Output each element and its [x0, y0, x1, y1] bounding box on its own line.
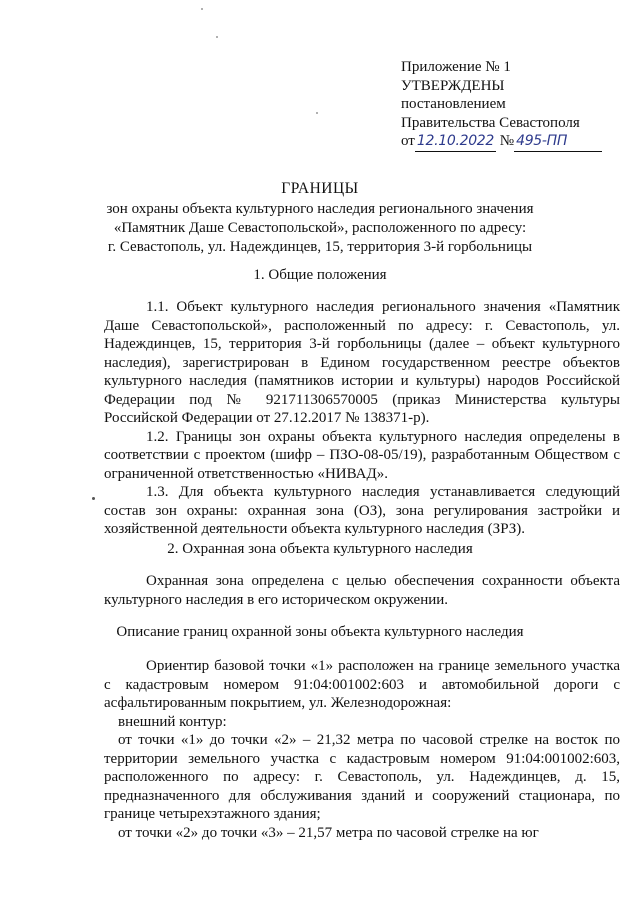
section2-heading: 2. Охранная зона объекта культурного наследия [167, 541, 473, 557]
section1-body [104, 298, 620, 539]
appendix-label: Приложение № 1 [401, 59, 511, 75]
scan-speck [201, 8, 203, 10]
paragraph-2-intro: Охранная зона определена с целью обеспечения сохранности объекта культурного наследия в его историческом окружении. [104, 573, 620, 608]
handwritten-number: 495-ПП [514, 132, 602, 152]
date-prefix: от [401, 133, 415, 149]
document-subtitle [40, 200, 600, 257]
section2-body [104, 657, 620, 842]
section2-intro [104, 572, 620, 609]
section1-heading: 1. Общие положения [253, 267, 387, 283]
subtitle-line: г. Севастополь, ул. Надеждинцев, 15, территория 3-й горбольницы [107, 239, 533, 255]
handwritten-date: 12.10.2022 [415, 132, 496, 152]
resolution-label: постановлением [401, 96, 506, 112]
paragraph-point-2-3: от точки «2» до точки «3» – 21,57 метра по часовой стрелке на юг [118, 824, 539, 841]
document-title: ГРАНИЦЫ [281, 180, 359, 197]
paragraph-outer-contour: внешний контур: [118, 713, 227, 730]
approval-block [401, 58, 621, 152]
paragraph-point-1-2: от точки «1» до точки «2» – 21,32 метра по часовой стрелке на восток по территории земельного участка с кадастровым номером 91:04:001002:603, расположенного по адресу: г. Севастополь, ул. Надеждинцев, д. 15, предназначенного для обслуживания зданий и сооружений стационара, по границе четырехэтажного здания; [104, 732, 620, 822]
paragraph-1-2: 1.2. Границы зон охраны объекта культурного наследия определены в соответствии с проектом (шифр – ПЗО-08-05/19), разработанным Обществом с ограниченной ответственностью «НИВАД». [104, 428, 620, 482]
margin-mark [92, 497, 95, 500]
paragraph-1-3: 1.3. Для объекта культурного наследия устанавливается следующий состав зон охраны: охранная зона (ОЗ), зона регулирования застройки и хозяйственной деятельности объекта культурного наследия (ЗРЗ). [104, 484, 620, 537]
paragraph-base-point: Ориентир базовой точки «1» расположен на границе земельного участка с кадастровым номером 91:04:001002:603 и автомобильной дороги с асфальтированным покрытием, ул. Железнодорожная: [104, 658, 620, 711]
number-prefix: № [499, 133, 515, 149]
date-number-line [401, 132, 621, 152]
boundary-description-heading: Описание границ охранной зоны объекта культурного наследия [116, 624, 524, 640]
government-label: Правительства Севастополя [401, 114, 580, 131]
subtitle-line: зон охраны объекта культурного наследия регионального значения [106, 201, 534, 217]
scan-speck [316, 112, 318, 114]
paragraph-1-1: 1.1. Объект культурного наследия регионального значения «Памятник Даше Севастопольской», расположенный по адресу: г. Севастополь, ул. Надеждинцев, 15, территория 3-й горбольницы (далее – объект культурного наследия), зарегистрирован в Едином государственном реестре объектов культурного наследия (памятников истории и культуры) народов Российской Федерации под № 921711306570005 (приказ Министерства культуры Российской Федерации от 27.12.2017 № 138371-р). [104, 299, 620, 426]
subtitle-line: «Памятник Даше Севастопольской», расположенного по адресу: [113, 220, 527, 236]
approved-label: УТВЕРЖДЕНЫ [401, 77, 505, 94]
scan-speck [216, 36, 218, 38]
